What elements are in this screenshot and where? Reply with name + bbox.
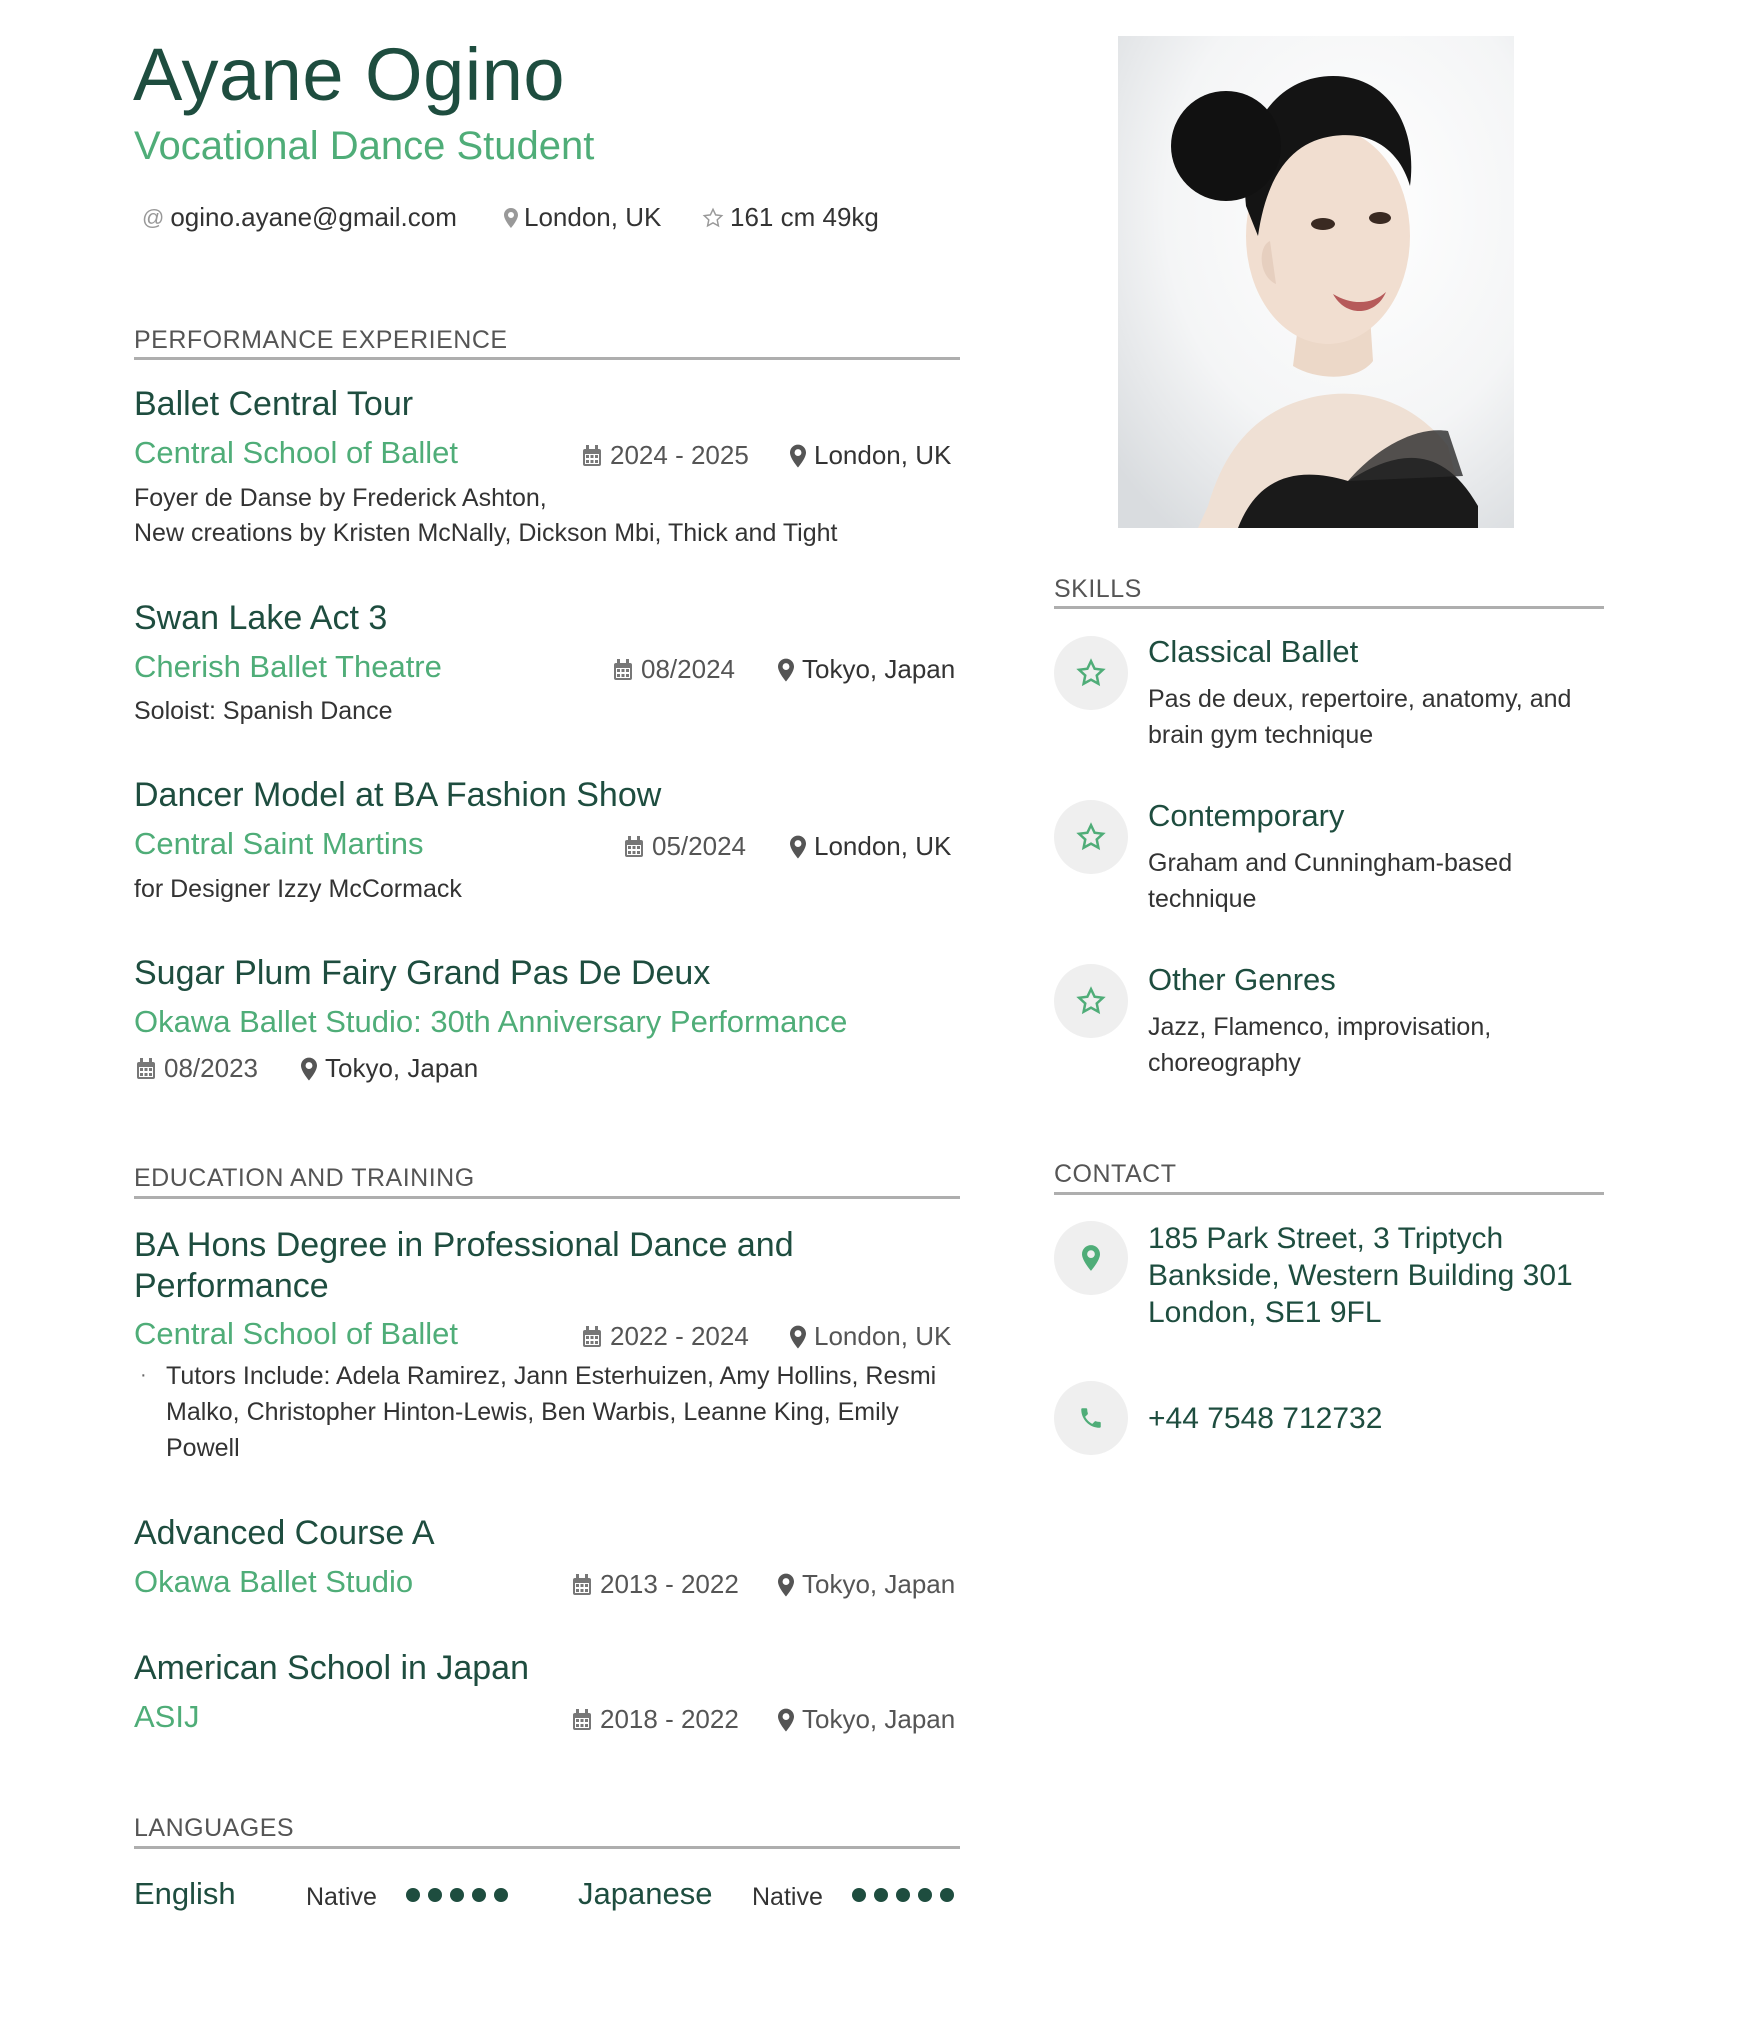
rating-dot — [918, 1888, 932, 1902]
candidate-headline: Vocational Dance Student — [134, 124, 595, 168]
education-location — [778, 1704, 955, 1735]
measurements-info — [702, 202, 879, 233]
rating-dot — [874, 1888, 888, 1902]
section-divider — [1054, 606, 1604, 609]
section-title-languages: LANGUAGES — [134, 1814, 295, 1842]
education-title: BA Hons Degree in Professional Dance and Performance — [134, 1226, 794, 1305]
education-institution: Okawa Ballet Studio — [134, 1564, 414, 1599]
map-pin-icon — [1082, 1245, 1100, 1271]
email-info[interactable] — [142, 202, 457, 233]
star-outline-icon — [1076, 822, 1106, 852]
performance-date — [582, 440, 749, 471]
calendar-icon — [624, 836, 644, 858]
education-location — [790, 1321, 951, 1352]
date-text: 08/2023 — [164, 1053, 258, 1083]
map-pin-icon — [778, 1573, 794, 1597]
language-name: English — [134, 1876, 236, 1911]
rating-dot — [896, 1888, 910, 1902]
rating-dot — [406, 1888, 420, 1902]
calendar-icon — [582, 445, 602, 467]
phone-icon — [1078, 1405, 1104, 1431]
education-date — [572, 1569, 739, 1600]
section-title-contact: CONTACT — [1054, 1160, 1177, 1188]
date-text: 2024 - 2025 — [610, 440, 749, 470]
location-text: Tokyo, Japan — [802, 654, 956, 684]
rating-dot — [494, 1888, 508, 1902]
language-name: Japanese — [578, 1876, 713, 1911]
performance-title: Dancer Model at BA Fashion Show — [134, 776, 662, 814]
star-outline-icon — [1076, 986, 1106, 1016]
section-divider — [134, 357, 960, 360]
map-pin-icon — [790, 835, 806, 859]
location-text: Tokyo, Japan — [802, 1569, 956, 1599]
skill-description: Pas de deux, repertoire, anatomy, and brain gym technique — [1148, 685, 1572, 749]
education-institution: Central School of Ballet — [134, 1316, 458, 1351]
location-text: London, UK — [814, 831, 952, 861]
performance-description: Foyer de Danse by Frederick Ashton, — [134, 484, 547, 512]
skill-badge — [1054, 800, 1128, 874]
education-date — [582, 1321, 749, 1352]
contact-address: 185 Park Street, 3 Triptych Bankside, Western Building 301 London, SE1 9FL — [1148, 1222, 1573, 1329]
map-pin-icon — [790, 1325, 806, 1349]
location-text: London, UK — [814, 1321, 952, 1351]
education-location — [778, 1569, 955, 1600]
performance-date — [624, 831, 746, 862]
performance-company: Central Saint Martins — [134, 826, 424, 861]
skill-title: Other Genres — [1148, 962, 1336, 997]
calendar-icon — [613, 659, 633, 681]
language-level: Native — [306, 1883, 377, 1911]
calendar-icon — [572, 1574, 592, 1596]
skill-description: Graham and Cunningham-based technique — [1148, 849, 1513, 913]
map-pin-icon — [301, 1057, 317, 1081]
performance-title: Sugar Plum Fairy Grand Pas De Deux — [134, 954, 711, 992]
rating-dot — [472, 1888, 486, 1902]
performance-date — [136, 1053, 258, 1084]
map-pin-icon — [778, 1708, 794, 1732]
calendar-icon — [136, 1058, 156, 1080]
contact-phone[interactable]: +44 7548 712732 — [1148, 1402, 1383, 1435]
education-bullet: Tutors Include: Adela Ramirez, Jann Esterhuizen, Amy Hollins, Resmi Malko, Christopher Hinton-Lewis, Ben Warbis, Leanne King, Emily Powell — [166, 1362, 937, 1462]
section-title-skills: SKILLS — [1054, 575, 1142, 603]
performance-company: Okawa Ballet Studio: 30th Anniversary Performance — [134, 1004, 848, 1039]
education-title: Advanced Course A — [134, 1514, 435, 1552]
performance-description: Soloist: Spanish Dance — [134, 697, 393, 725]
skill-badge — [1054, 636, 1128, 710]
date-text: 08/2024 — [641, 654, 735, 684]
performance-location — [790, 440, 951, 471]
performance-date — [613, 654, 735, 685]
skill-title: Classical Ballet — [1148, 634, 1359, 669]
email-text: ogino.ayane@gmail.com — [170, 202, 457, 232]
calendar-icon — [582, 1326, 602, 1348]
map-pin-icon — [778, 658, 794, 682]
date-text: 2022 - 2024 — [610, 1321, 749, 1351]
location-text: Tokyo, Japan — [802, 1704, 956, 1734]
date-text: 05/2024 — [652, 831, 746, 861]
skill-title: Contemporary — [1148, 798, 1345, 833]
education-date — [572, 1704, 739, 1735]
skill-description: Jazz, Flamenco, improvisation, choreography — [1148, 1013, 1492, 1077]
rating-dot — [852, 1888, 866, 1902]
section-title-education: EDUCATION AND TRAINING — [134, 1164, 475, 1192]
section-title-performance: PERFORMANCE EXPERIENCE — [134, 326, 508, 354]
language-rating — [852, 1888, 954, 1902]
bullet-marker: · — [140, 1364, 147, 1386]
contact-badge — [1054, 1381, 1128, 1455]
measurements-text: 161 cm 49kg — [730, 202, 879, 232]
star-outline-icon — [702, 207, 724, 229]
performance-description: for Designer Izzy McCormack — [134, 875, 462, 903]
map-pin-icon — [790, 444, 806, 468]
skill-badge — [1054, 964, 1128, 1038]
performance-company: Central School of Ballet — [134, 435, 458, 470]
language-level: Native — [752, 1883, 823, 1911]
profile-photo — [1118, 36, 1514, 528]
candidate-name: Ayane Ogino — [133, 33, 566, 116]
calendar-icon — [572, 1709, 592, 1731]
section-divider — [134, 1196, 960, 1199]
section-divider — [134, 1846, 960, 1849]
performance-location — [301, 1053, 478, 1084]
education-institution: ASIJ — [134, 1699, 200, 1734]
rating-dot — [450, 1888, 464, 1902]
section-divider — [1054, 1192, 1604, 1195]
at-icon: @ — [142, 204, 165, 230]
location-info — [504, 202, 661, 233]
location-text: Tokyo, Japan — [325, 1053, 479, 1083]
rating-dot — [940, 1888, 954, 1902]
language-rating — [406, 1888, 508, 1902]
performance-title: Swan Lake Act 3 — [134, 599, 388, 637]
date-text: 2018 - 2022 — [600, 1704, 739, 1734]
map-pin-icon — [504, 208, 518, 228]
star-outline-icon — [1076, 658, 1106, 688]
rating-dot — [428, 1888, 442, 1902]
performance-company: Cherish Ballet Theatre — [134, 649, 442, 684]
performance-description: New creations by Kristen McNally, Dickson Mbi, Thick and Tight — [134, 519, 838, 547]
performance-location — [778, 654, 955, 685]
education-title: American School in Japan — [134, 1649, 530, 1687]
contact-badge — [1054, 1221, 1128, 1295]
location-text: London, UK — [814, 440, 952, 470]
date-text: 2013 - 2022 — [600, 1569, 739, 1599]
location-text: London, UK — [524, 202, 662, 232]
performance-location — [790, 831, 951, 862]
performance-title: Ballet Central Tour — [134, 385, 414, 423]
